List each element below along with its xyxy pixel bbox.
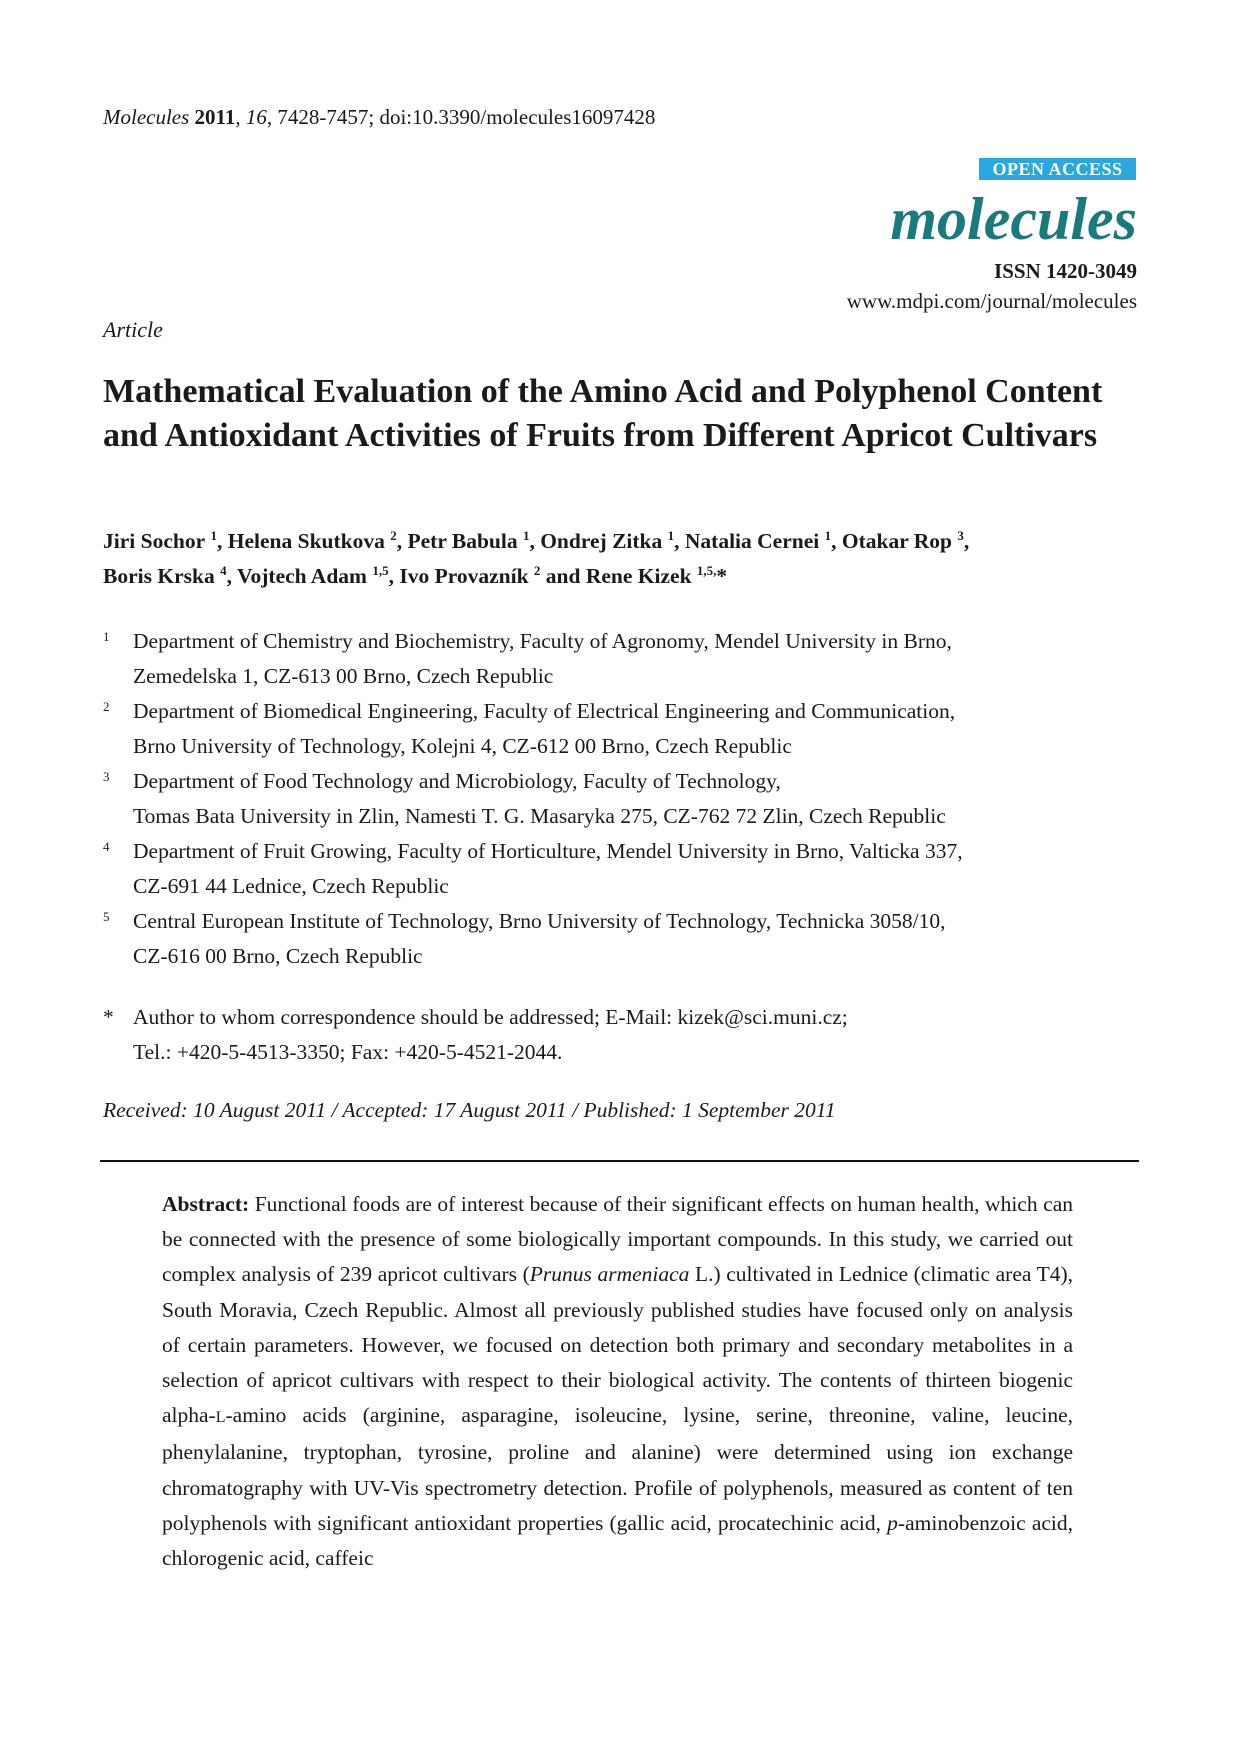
open-access-badge: OPEN ACCESS: [979, 158, 1136, 180]
divider: [100, 1160, 1139, 1162]
author-list: Jiri Sochor $^1$, Helena Skutkova $^2$, Petr Babula $^1$, Ondrej Zitka $^1$, Natalia Cernei $^1$, Otakar Rop $^3$, Boris Krska $^4$, Vojtech Adam $^{1,5}$, Ivo Provazník $^2$ and Rene Kizek $^{1,5,}$*: [103, 527, 970, 588]
journal-url[interactable]: www.mdpi.com/journal/molecules: [846, 289, 1137, 313]
affiliation: 2 Department of Biomedical Engineering, Faculty of Electrical Engineering and Communication, Brno University of Technology, Kolejni 4, CZ-612 00 Brno, Czech Republic: [103, 694, 1133, 764]
correspondence: [103, 1000, 1133, 1070]
publication-dates: Received: 10 August 2011 / Accepted: 17 August 2011 / Published: 1 September 2011: [103, 1098, 836, 1122]
author: Natalia Cernei $^1$: [684, 527, 832, 553]
affiliation: 5 Central European Institute of Technology, Brno University of Technology, Technicka 3058/10, CZ-616 00 Brno, Czech Republic: [103, 904, 1133, 974]
author: Ondrej Zitka $^1$: [540, 527, 675, 553]
article-title: Mathematical Evaluation of the Amino Acid and Polyphenol Content and Antioxidant Activities of Fruits from Different Apricot Cultivars: [103, 373, 1103, 454]
volume: 16: [245, 105, 267, 129]
affiliation: 1 Department of Chemistry and Biochemistry, Faculty of Agronomy, Mendel University in Brno, Zemedelska 1, CZ-613 00 Brno, Czech Republic: [103, 624, 1133, 694]
author: Boris Krska $^4$: [103, 562, 227, 588]
abstract: Abstract: Functional foods are of interest because of their significant effects on human health, which can be connected with the presence of some biologically important compounds. In this study, we carried out complex analysis of 239 apricot cultivars (Prunus armeniaca L.) cultivated in Lednice (climatic area T4), South Moravia, Czech Republic. Almost all previously published studies have focused only on analysis of certain parameters. However, we focused on detection both primary and secondary metabolites in a selection of apricot cultivars with respect to their biological activity. The contents of thirteen biogenic alpha-L-amino acids (arginine, asparagine, isoleucine, lysine, serine, threonine, valine, leucine, phenylalanine, tryptophan, tyrosine, proline and alanine) were determined using ion exchange chromatography with UV-Vis spectrometry detection. Profile of polyphenols, measured as content of ten polyphenols with significant antioxidant properties (gallic acid, procatechinic acid, p-aminobenzoic acid, chlorogenic acid, caffeic: [162, 1192, 1074, 1571]
author: Helena Skutkova $^2$: [227, 527, 397, 553]
author: Ivo Provazník $^2$: [399, 562, 541, 588]
journal-name: Molecules: [103, 105, 190, 129]
affiliation-number: 4: [103, 839, 110, 854]
author: Petr Babula $^1$: [407, 527, 530, 553]
author: Rene Kizek $^{1,5,}$*: [585, 562, 728, 588]
author: Jiri Sochor $^1$: [103, 527, 217, 553]
abstract-label: Abstract:: [162, 1192, 250, 1216]
year: 2011: [194, 105, 236, 129]
affiliation: 4 Department of Fruit Growing, Faculty of Horticulture, Mendel University in Brno, Valticka 337, CZ-691 44 Lednice, Czech Republic: [103, 834, 1133, 904]
small-cap-l: L: [215, 1409, 226, 1427]
citation-line: Molecules 2011, 16, 7428-7457; doi:10.3390/molecules16097428: [103, 105, 656, 129]
affiliation-number: 5: [103, 909, 110, 924]
author: Otakar Rop $^3$: [841, 527, 964, 553]
issn: ISSN 1420-3049: [994, 259, 1137, 283]
correspondence-phone-line: Tel.: +420-5-4513-3350; Fax: +420-5-4521-2044.: [133, 1040, 563, 1064]
author: Vojtech Adam $^{1,5}$: [236, 562, 389, 588]
affiliation: 3 Department of Food Technology and Microbiology, Faculty of Technology, Tomas Bata University in Zlin, Namesti T. G. Masaryka 275, CZ-762 72 Zlin, Czech Republic: [103, 764, 1133, 834]
affiliation-number: 3: [103, 769, 110, 784]
correspondence-star: *: [103, 1005, 114, 1029]
pages-doi: , 7428-7457; doi:10.3390/molecules16097428: [266, 105, 656, 129]
affiliation-number: 2: [103, 699, 110, 714]
journal-logo: molecules: [890, 186, 1137, 252]
species-name: Prunus armeniaca: [529, 1262, 690, 1287]
correspondence-email-line: Author to whom correspondence should be addressed; E-Mail: kizek@sci.muni.cz;: [133, 1005, 848, 1029]
author-connector: and: [545, 564, 581, 588]
corresponding-mark: *: [716, 564, 728, 588]
article-type: Article: [103, 317, 163, 342]
affiliation-number: 1: [103, 629, 110, 644]
